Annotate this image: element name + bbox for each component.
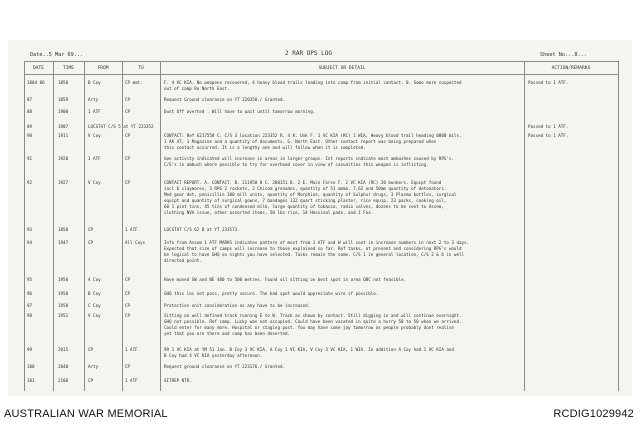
subject-cell [164, 240, 522, 264]
from-cell: C Coy [88, 303, 101, 308]
from-cell: V Coy [88, 313, 101, 318]
subject-cell [164, 378, 522, 384]
subject-line: directed point. [164, 258, 202, 264]
subject-line: incl 6 claymores, 3 RPG 2 rockets, 2 Chicom grenades, quantity of 51 ammo, 7.62 and 50mm quantity of detonators. [164, 186, 447, 192]
subject-line: Have moved SW and NE 400 to 500 metres. Found oil sitting on best spot in area OBC not feasible. [164, 277, 407, 282]
subject-line: out of camp Ro North East. [164, 86, 230, 92]
time-cell: 1947 [58, 240, 69, 245]
date-label: Date..5 Mar 69... [30, 52, 84, 58]
subject-line: yet that you are there and camp has been deserted. [164, 331, 291, 337]
to-cell: CP [125, 97, 131, 102]
record-id: RCDIG1029942 [553, 408, 634, 420]
subject-line: F. 4 VC KIA, No weapons recovered, 4 heavy blood trails leading into camp from initial contact. 0. Some more suspected [164, 80, 462, 85]
serial-cell: 95 [27, 277, 33, 282]
subject-line: Protection unit consideration as any have to be increased. [164, 303, 311, 308]
subject-line: be logical to have GHQ on nights you have selected. Tasks remain the same. C/S 1 in general location, C/S 2 & 6 in well [164, 252, 465, 258]
subject-cell [164, 277, 522, 283]
subject-line: Could enter for many more. Hospital or staging post. You may have come jay tomorrow as people probably dont realise [164, 325, 454, 331]
serial-cell: 91 [27, 156, 33, 161]
subject-cell [164, 303, 522, 309]
subject-line: clothing NVA issue, other assorted items, 50 lbs rice, 14 Hessinal pads, and 1 Fox. [164, 210, 374, 216]
header-bottom-line [24, 74, 618, 75]
time-cell: 1927 [58, 180, 69, 185]
serial-cell: 94 [27, 240, 33, 245]
subject-line: SITREP NTR. [164, 378, 192, 383]
to-cell: CP [125, 109, 131, 114]
serial-cell: 92 [27, 180, 33, 185]
subject-cell [164, 109, 522, 115]
to-cell: 1 ATF [125, 378, 138, 383]
from-cell: V Coy [88, 133, 101, 138]
serial-cell: 96 [27, 291, 33, 296]
subject-line: GHQ this loc not poss, pretty secure. The bad spot would appreciate wire if possible. [164, 291, 379, 296]
serial-cell: 1004 86 [27, 80, 45, 85]
column-divider [618, 61, 619, 391]
column-divider [524, 61, 525, 391]
column-header-date: DATE [32, 66, 45, 71]
time-cell: 1950 [58, 277, 69, 282]
from-cell: 1 ATF [88, 156, 101, 161]
column-header-from: FROM [97, 66, 109, 71]
time-cell: 1920 [58, 156, 69, 161]
serial-cell: 87 [27, 97, 33, 102]
subject-cell [164, 347, 522, 359]
column-header-remarks: ACTION/REMARKS [551, 66, 591, 71]
subject-line: Gen activity indicated will increase in areas in larger groups. Int reports indicate most ambushes caused by RPG's. [164, 156, 454, 161]
subject-line: Request Ground clearance on YT 220358./ Granted. [164, 97, 286, 102]
to-cell: CP [125, 313, 131, 318]
sheet-number: Sheet No...8... [540, 52, 587, 58]
to-cell: All Coys [125, 240, 146, 245]
serial-cell: 99 [27, 347, 33, 352]
column-divider [24, 61, 25, 391]
page-title: 2 RAR OPS LOG [285, 50, 332, 57]
time-cell: 1859 [58, 97, 69, 102]
to-cell: CP [125, 303, 131, 308]
time-cell: 2100 [58, 378, 69, 383]
from-cell: 1 ATF [88, 109, 101, 114]
column-divider [84, 61, 85, 391]
log-sheet [8, 40, 632, 396]
subject-line: CONTACT: Ref 6217558 C. C/S 3 location 223352 R. 4 K. Unk F. 1 VC KIA (RC) 1 WIA, Heavy blood trail heading 0800 mils. [164, 133, 462, 138]
serial-cell: 93 [27, 227, 33, 232]
subject-line: B Coy had 4 VC KIA yesterday afternoon. [164, 353, 263, 359]
subject-line: CONTACT REPORT. A. CONTACT. B. 211950 H C. 208151 D. 2 E. Main Force F. 2 VC KIA (RC) 20 bunkers. Equipt found [164, 180, 442, 185]
to-cell: CP [125, 291, 131, 296]
table-top-line [24, 61, 618, 62]
to-cell: CP [125, 133, 131, 138]
subject-cell [164, 180, 522, 217]
subject-line: Dust Off averted . Will have to wait until tomorrow morning. [164, 109, 316, 114]
subject-line: Info from Assem 1 ATF MARKS indicates pattern of most from 1 ATF and W will cont in increase numbers in next 2 to 3 days. [164, 240, 470, 245]
subject-line: LOCSTAT C/S 62 B at YT 233573. [164, 227, 240, 232]
from-cell: CP [88, 378, 94, 383]
archive-credit: AUSTRALIAN WAR MEMORIAL [4, 408, 168, 420]
remarks-cell: Passed to 1 ATF. [528, 124, 569, 129]
remarks-cell: Passed to 1 ATF. [528, 80, 569, 85]
from-cell: V Coy [88, 180, 101, 185]
serial-cell: 89 [27, 124, 33, 129]
column-divider [53, 61, 54, 391]
time-cell: 2040 [58, 364, 69, 369]
column-header-subject: SUBJECT OR DETAIL [318, 66, 366, 71]
from-cell: A Coy [88, 277, 101, 282]
to-cell: CP [125, 364, 131, 369]
from-cell: Arty [88, 364, 99, 369]
subject-cell [164, 364, 522, 370]
subject-cell [164, 133, 522, 151]
time-cell: 1911 [58, 133, 69, 138]
subject-cell [164, 156, 522, 168]
from-cell: B Coy [88, 80, 101, 85]
column-divider [122, 61, 123, 391]
subject-line: 99 1 VC KIA at YM 51 Jan. B Coy 3 VC KIA, A Coy 1 VC KIA, V Coy 3 VC KIA, 1 WIA. In addition A Coy had 1 VC KIA and [164, 347, 454, 352]
from-cell: LOCSTAT C/S 5 at YT 223352 [88, 124, 154, 129]
column-header-time: TIME [62, 66, 75, 71]
subject-line: Sitting on well defined track running E to W. Track as shown by contact. Still digging in and will continue overnight. [164, 313, 462, 318]
time-cell: 1900 [58, 109, 69, 114]
serial-cell: 98 [27, 313, 33, 318]
subject-line: Med gear det, penicillin 100 mill units, quantity of Morphine, quantity of Sulphur drugs, 3 Plasma bottles, surgical [164, 192, 457, 198]
subject-line: C/S's in ambush where possible to try for overhead cover in view of casualties this weapon is inflicting. [164, 162, 429, 168]
time-cell: 1951 [58, 313, 69, 318]
serial-cell: 88 [27, 109, 33, 114]
column-divider [160, 61, 161, 391]
time-cell: 1950 [58, 291, 69, 296]
from-cell: CP [88, 240, 94, 245]
from-cell: Arty [88, 97, 99, 102]
subject-cell [164, 97, 522, 103]
subject-line: Request ground clearance on YT 223176./ Granted. [164, 364, 286, 369]
subject-line: GHQ not possible. Ref camp. Lucky was not occupied. Could have been vacated in quite a hurry 50 to 50 when we arrived. [164, 319, 462, 325]
time-cell: 1958 [58, 303, 69, 308]
to-cell: CP [125, 277, 131, 282]
to-cell: 1 ATF [125, 347, 138, 352]
subject-line: this contact occurred. It is a lengthy one and will follow when it is completed. [164, 145, 366, 151]
subject-line: equipt and quantity of surgical gowns, 7 bandages 132 quart sticking plaster, rice equip, 23 packs, cooking oil, [164, 198, 447, 204]
to-cell: CP mmt. [125, 80, 143, 85]
to-cell: CP [125, 180, 131, 185]
serial-cell: 90 [27, 133, 33, 138]
from-cell: CP [88, 227, 94, 232]
subject-cell [164, 313, 522, 337]
subject-cell [164, 291, 522, 297]
column-header-to: TO [138, 66, 144, 71]
subject-line: 1 AK 47, 1 Magazine and a quantity of documents. G. North East. Other contact report was being prepared when [164, 139, 437, 145]
subject-cell [164, 80, 522, 92]
subject-cell [164, 227, 522, 233]
time-cell: 1850 [58, 227, 69, 232]
serial-cell: 97 [27, 303, 33, 308]
time-cell: 2015 [58, 347, 69, 352]
subject-line: Expected that size of camps will increase to those explained so far. Ref tasks, at present and considering RPG's would [164, 246, 462, 252]
from-cell: B Coy [88, 291, 101, 296]
to-cell: 1 ATF [125, 227, 138, 232]
serial-cell: 100 [27, 364, 35, 369]
to-cell: CP [125, 156, 131, 161]
subject-line: 60 1 pint tins, 45 tins of condensed milk, large quantity of tobacco, radio valves, dozens to be sent to Assem, [164, 204, 444, 210]
from-cell: CP [88, 347, 94, 352]
remarks-cell: Passed to 1 ATF. [528, 133, 569, 138]
time-cell: 1907 [58, 124, 69, 129]
serial-cell: 101 [27, 378, 35, 383]
time-cell: 1850 [58, 80, 69, 85]
